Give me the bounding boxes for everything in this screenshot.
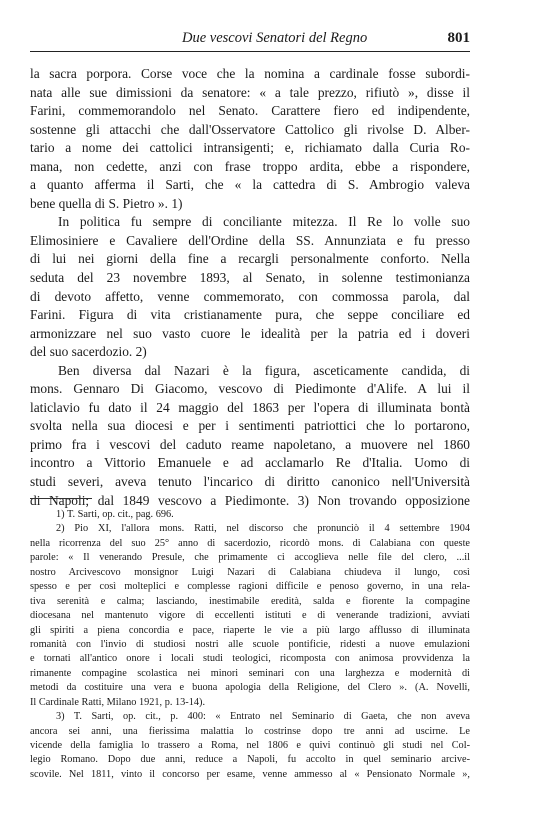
main-text: [30, 65, 470, 510]
footnote-line: rimanente compagine scolastica nei minori seminari con una larghezza e modernità di: [30, 667, 470, 679]
footnote-line: 2) Pio XI, l'allora mons. Ratti, nel discorso che pronunciò il 4 settembre 1904: [56, 523, 470, 535]
footnote-line: ancora sei anni, una fierissima malattia lo costrinse dopo tre anni ad uscirne. Le: [30, 725, 470, 737]
running-head: Due vescovi Senatori del Regno: [182, 30, 368, 46]
footnote-line: parole: « Il venerando Presule, che primamente ci accoglieva nelle file del clero, ...il: [30, 552, 470, 564]
footnote-line: scovile. Nel 1811, vinto il concorso per esame, venne ammesso al « Pensionato Normale »,: [30, 768, 470, 780]
page-header: [30, 30, 470, 50]
text-line: armonizzare nel suo vasto cuore le idealità per la patria ed i doveri: [30, 325, 470, 341]
footnote-line: e tornati all'antico onore i locali studi teologici, ricomposta con animosa provvidenza la: [30, 653, 470, 665]
footnote-line: Il Cardinale Ratti, Milano 1921, p. 13-14).: [30, 696, 206, 708]
footnotes: [30, 508, 470, 782]
footnote-line: spesso e per così molteplici e complesse ragioni difficile e penoso governo, in una rela-: [30, 581, 470, 593]
text-line: di lui nei giorni della fine a recargli personalmente conforto. Nella: [30, 251, 470, 267]
text-line: primo fra i vescovi del caduto reame napoletano, a muovere nel 1860: [30, 436, 470, 452]
footnote-line: vicende della famiglia lo trassero a Roma, nel 1806 e quivi continuò gli studi nel Col-: [30, 740, 470, 751]
text-line: Ben diversa dal Nazari è la figura, asceticamente candida, di: [58, 362, 470, 378]
footnote-line: nostro Arcivescovo monsignor Luigi Nazari di Calabiana chiudeva il lungo, così: [30, 566, 470, 578]
footnote-rule: [30, 498, 92, 499]
text-line: Elimosiniere e Cavaliere dell'Ordine della SS. Annunziata e fu presso: [30, 232, 470, 248]
footnote-line: metodi da costituire una vera e buona apologia della Religione, del Clero ». (A. Novelli,: [30, 682, 470, 694]
text-line: In politica fu sempre di conciliante mitezza. Il Re lo volle suo: [58, 214, 470, 230]
text-line: Farini. Figura di vita cristianamente pura, che seppe conciliare ed: [30, 307, 470, 323]
footnote-line: legio Romano. Dopo due anni, reduce a Napoli, fu accolto in quel seminario arcive-: [30, 754, 470, 766]
page-number: 801: [447, 30, 470, 46]
text-line: la sacra porpora. Corse voce che la nomina a cardinale fosse subordi-: [30, 66, 470, 81]
footnote-line: 3) T. Sarti, op. cit., p. 400: « Entrato nel Seminario di Gaeta, che non aveva: [56, 711, 470, 723]
footnote-line: romanità con l'invio di studiosi nostri alle scuole pontificie, ridesti a nuove emulazioni: [30, 638, 470, 650]
text-line: studi severi, aveva tenuto l'incarico di diritto canonico nell'Università: [30, 474, 470, 490]
text-line: svolta nella sua diocesi e per i sentimenti patriottici che lo portarono,: [30, 418, 470, 434]
header-rule: [30, 51, 470, 52]
footnote-line: gli spiriti a piena concordia e pace, riaperte le vie a più largo afflusso di illuminata: [30, 624, 470, 636]
text-line: di devoto affetto, venne commemorato, con commossa parola, dal: [30, 288, 470, 304]
text-line: a quanto afferma il Sarti, che « la cattedra di S. Ambrogio valeva: [30, 177, 470, 193]
footnote-line: diocesana nel mantenuto vigore di eccellenti istituti e di venerande tradizioni, avviati: [30, 610, 470, 622]
text-line: di Napoli; dal 1849 vescovo a Piedimonte. 3) Non trovando opposizione: [30, 492, 470, 508]
text-line: mana, non cedette, anzi con frase troppo ardita, ebbe a rispondere,: [30, 158, 470, 174]
text-line: Farini, commemorandolo nel Senato. Carattere fiero ed indipendente,: [30, 103, 470, 119]
text-line: laticlavio fu dato il 24 maggio del 1863 per l'opera di illuminata bontà: [30, 399, 470, 415]
text-line: tario a nome dei cattolici intransigenti; e, richiamato dalla Curia Ro-: [30, 140, 470, 156]
text-line: mons. Gennaro Di Giacomo, vescovo di Piedimonte d'Alife. A lui il: [30, 381, 470, 397]
text-line: seduta del 23 novembre 1893, al Senato, in solenne testimonianza: [30, 270, 470, 286]
text-line: del suo sacerdozio. 2): [30, 344, 147, 360]
footnote-line: nella ricorrenza del suo 25° anno di sacerdozio, ricordò mons. di Calabiana con queste: [30, 537, 470, 549]
text-line: sostenne gli attacchi che dall'Osservatore Cattolico gli rivolse D. Alber-: [30, 121, 470, 137]
text-line: nata alle sue dimissioni da senatore: « a tale prezzo, rifiutò », disse il: [30, 84, 470, 100]
text-line: incontro a Vittorio Emanuele e ad acclamarlo Re d'Italia. Uomo di: [30, 455, 470, 471]
footnote-line: tiva serenità e calma; lasciando, inestimabile eredità, salda e fiorente la compagine: [30, 595, 470, 607]
footnote-line: 1) T. Sarti, op. cit., pag. 696.: [56, 509, 174, 520]
text-line: bene quella di S. Pietro ». 1): [30, 195, 183, 211]
